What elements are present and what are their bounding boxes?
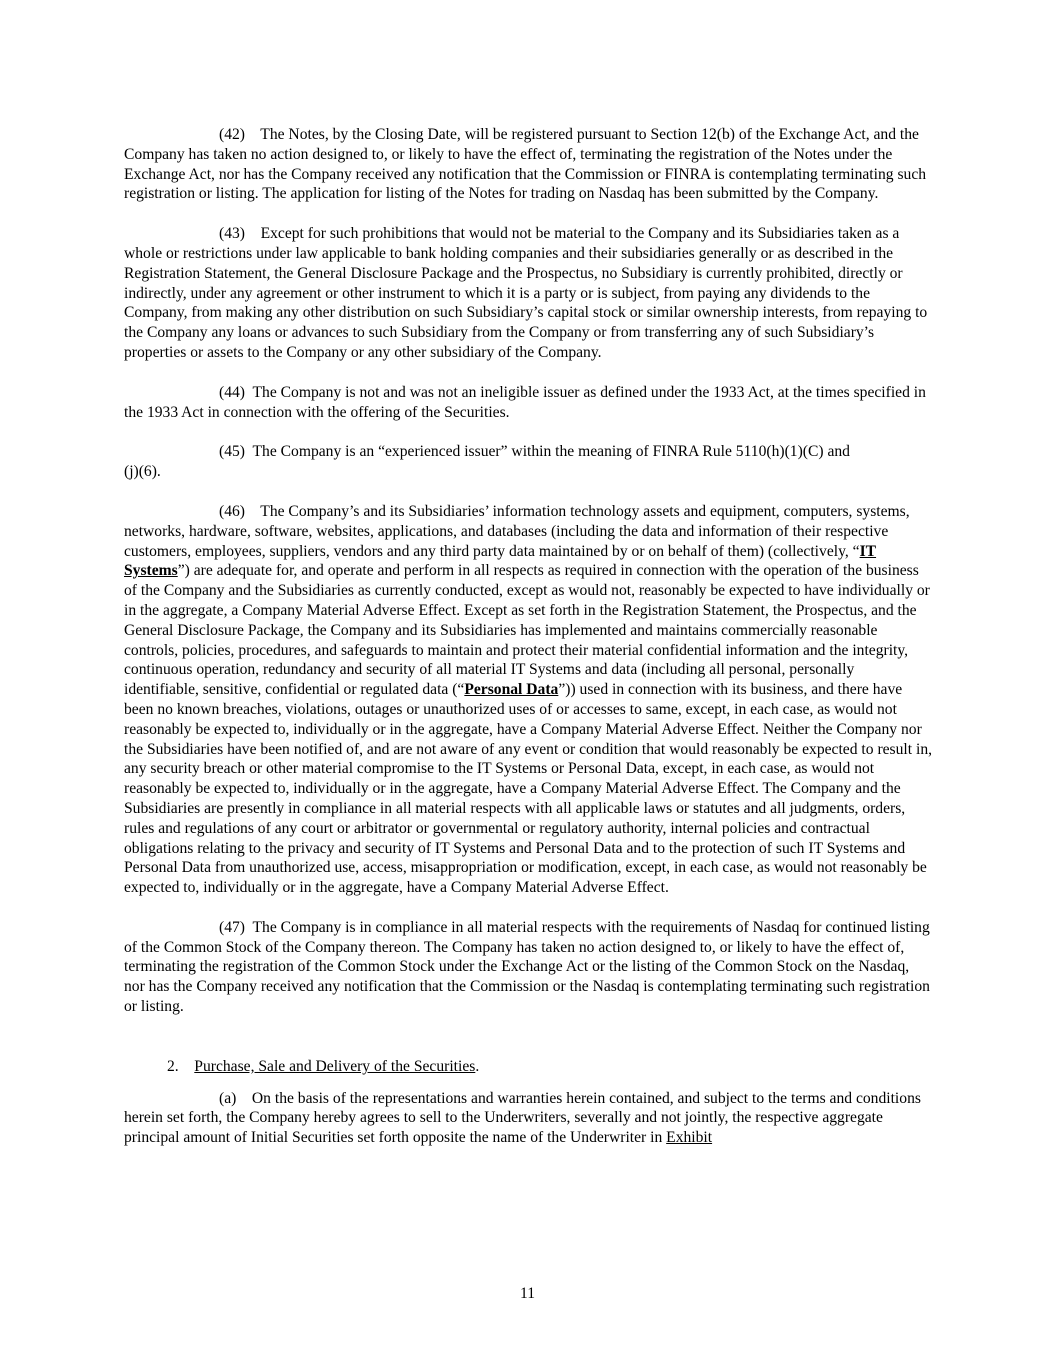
- paragraph-42: (42) The Notes, by the Closing Date, will be registered pursuant to Section 12(b) of the Exchange Act, and the Company has taken no action designed to, or likely to have the effect of, terminating the registration of the Notes under the Exchange Act, nor has the Company received any notification that the Commission or FINRA is contemplating terminating such registration or listing. The application for listing of the Notes for trading on Nasdaq has been submitted by the Company.: [124, 126, 927, 203]
- paragraph-2a: [124, 1089, 932, 1148]
- paragraph-46: [124, 502, 932, 898]
- exhibit-reference: Exhibit: [666, 1129, 713, 1147]
- page-number: 11: [519, 1285, 535, 1302]
- document-body: [124, 125, 932, 1148]
- paragraph-47: (47) The Company is in compliance in all material respects with the requirements of Nasdaq for continued listing of the Common Stock of the Company thereon. The Company has taken no action designed to, or likely to have the effect of, terminating the registration of the Common Stock under the Exchange Act or the listing of the Common Stock on the Nasdaq, nor has the Company received any notification that the Commission or the Nasdaq is contemplating terminating such registration or listing.: [124, 918, 930, 1016]
- paragraph-45: [124, 442, 932, 482]
- defined-term-it-systems: IT Systems: [124, 542, 877, 580]
- section-2-period: .: [475, 1057, 480, 1075]
- paragraph-43: (43) Except for such prohibitions that would not be material to the Company and its Subsidiaries taken as a whole or restrictions under law applicable to bank holding companies and their subsidiaries generally or as described in the Registration Statement, the General Disclosure Package and the Prospectus, no Subsidiary is currently prohibited, directly or indirectly, under any agreement or other instrument to which it is a party or is subject, from paying any dividends to the Company, from making any other distribution on such Subsidiary’s capital stock or similar ownership interests, from repaying to the Company any loans or advances to such Subsidiary from the Company or from transferring any of such Subsidiary’s properties or assets to the Company or any other subsidiary of the Company.: [124, 225, 928, 361]
- paragraph-45-text: (45) The Company is an “experienced issuer” within the meaning of FINRA Rule 5110(h)(1)(C) and: [219, 443, 850, 461]
- paragraph-46-text-2: ”) are adequate for, and operate and perform in all respects as required in connection with the operation of the business of the Company and the Subsidiaries as currently conducted, except as would not, reasonably be expected to have individually or in the aggregate, a Company Material Adverse Effect. Except as set forth in the Registration Statement, the Prospectus, and the General Disclosure Package, the Company and its Subsidiaries has implemented and maintains commercially reasonable controls, policies, procedures, and safeguards to maintain and protect their material confidential information and the integrity, continuous operation, redundancy and security of all material IT Systems and data (including all personal, personally identifiable, sensitive, confidential or regulated data (“: [124, 562, 930, 699]
- defined-term-personal-data: Personal Data: [464, 681, 559, 699]
- section-2-heading: [124, 1057, 932, 1077]
- section-2-title: Purchase, Sale and Delivery of the Securities: [194, 1057, 476, 1075]
- paragraph-2a-text: (a) On the basis of the representations and warranties herein contained, and subject to the terms and conditions herein set forth, the Company hereby agrees to sell to the Underwriters, severally and not jointly, the respective aggregate principal amount of Initial Securities set forth opposite the name of the Underwriter in: [124, 1089, 921, 1147]
- paragraph-46-text-3: ”)) used in connection with its business, and there have been no known breaches, violations, outages or unauthorized uses of or accesses to same, except, in each case, as would not reasonably be expected to, individually or in the aggregate, have a Company Material Adverse Effect. Neither the Company nor the Subsidiaries have been notified of, and are not aware of any event or condition that would reasonably be expected to result in, any security breach or other material compromise to the IT Systems or Personal Data, except, in each case, as would not reasonably be expected to, individually or in the aggregate, have a Company Material Adverse Effect. The Company and the Subsidiaries are presently in compliance in all material respects with all applicable laws or statutes and all judgments, orders, rules and regulations of any court or arbitrator or governmental or regulatory authority, internal policies and contractual obligations relating to the privacy and security of IT Systems and Personal Data and to the protection of such IT Systems and Personal Data from unauthorized use, access, misappropriation or modification, except, in each case, as would not reasonably be expected to, individually or in the aggregate, have a Company Material Adverse Effect.: [124, 681, 933, 897]
- paragraph-44: (44) The Company is not and was not an ineligible issuer as defined under the 1933 Act, at the times specified in the 1933 Act in connection with the offering of the Securities.: [124, 383, 926, 421]
- section-2-number: 2.: [167, 1057, 179, 1075]
- paragraph-45-continuation: (j)(6).: [124, 463, 161, 481]
- paragraph-46-text-1: (46) The Company’s and its Subsidiaries’ information technology assets and equipment, computers, systems, networks, hardware, software, websites, applications, and databases (including the data and information of their respective customers, employees, suppliers, vendors and any third party data maintained by or on behalf of them) (collectively, “: [124, 502, 910, 560]
